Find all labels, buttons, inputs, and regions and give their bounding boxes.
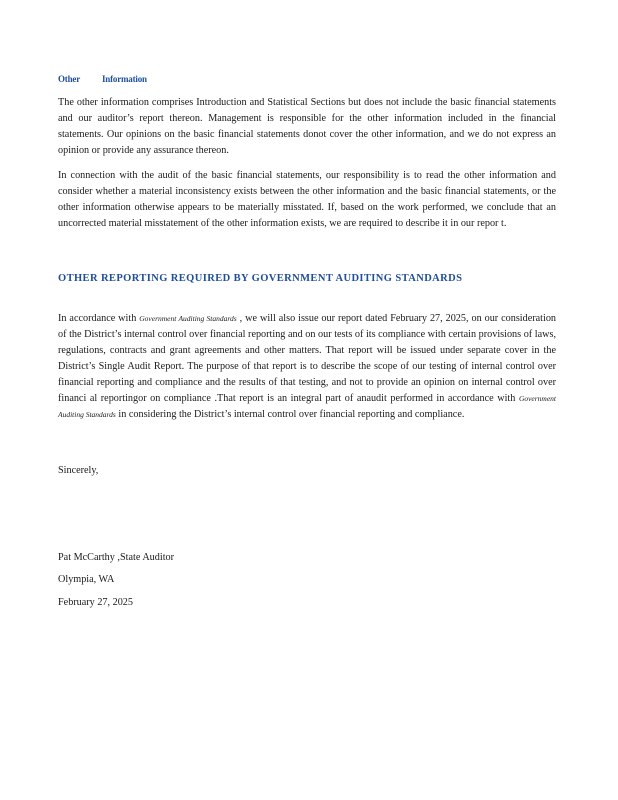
gas-text-part-2: , we will also issue our report dated February 27, 2025, on our consideration of the District’s internal control over financial reporting and on our tests of its compliance with certain provisions of laws, regulations, contracts and grant agreements and other matters. That report will be issued under separate cover in the District’s Single Audit Report. The purpose of that report is to describe the scope of our testing of internal control over financial reporting and compliance and the results of that testing, and not to provide an opinion on internal control over financi al reportingor on compliance .That report is an integral part of anaudit performed in accordance with	[58, 313, 557, 404]
gas-italic-reference-1: Government Auditing Standards	[139, 314, 237, 323]
other-information-paragraph-1: The other information comprises Introduction and Statistical Sections but does not include the basic financial statements and our auditor’s report thereon. Management is responsible for the other information included in the financial statements. Our opinions on the basic financial statements donot cover the other information, and we do not express an opinion or provide any assurance thereon.	[58, 97, 556, 156]
closing-salutation: Sincerely,	[58, 465, 99, 476]
gas-section-paragraph	[58, 311, 556, 423]
signature-date: February 27, 2025	[58, 597, 133, 608]
gas-italic-reference-2: Government Auditing Standards	[58, 394, 557, 419]
other-information-heading	[58, 74, 147, 84]
gas-section-heading: OTHER REPORTING REQUIRED BY GOVERNMENT AUDITING STANDARDS	[58, 273, 463, 284]
other-information-paragraph-2: In connection with the audit of the basic financial statements, our responsibility is to read the other information and consider whether a material inconsistency exists between the other information and the basic financial statements, or the other information otherwise appears to be materially misstated. If, based on the work performed, we conclude that an uncorrected material misstatement of the other information exists, we are required to describe it in our repor t.	[58, 170, 556, 229]
signature-city: Olympia, WA	[58, 574, 115, 585]
gas-text-part-3: in considering the District’s internal control over financial reporting and compliance.	[118, 409, 465, 420]
heading-word-1: Other	[58, 74, 80, 84]
heading-word-2: Information	[102, 74, 147, 84]
signature-name: Pat McCarthy ,State Auditor	[58, 552, 175, 563]
gas-text-part-1: In accordance with	[58, 313, 137, 324]
